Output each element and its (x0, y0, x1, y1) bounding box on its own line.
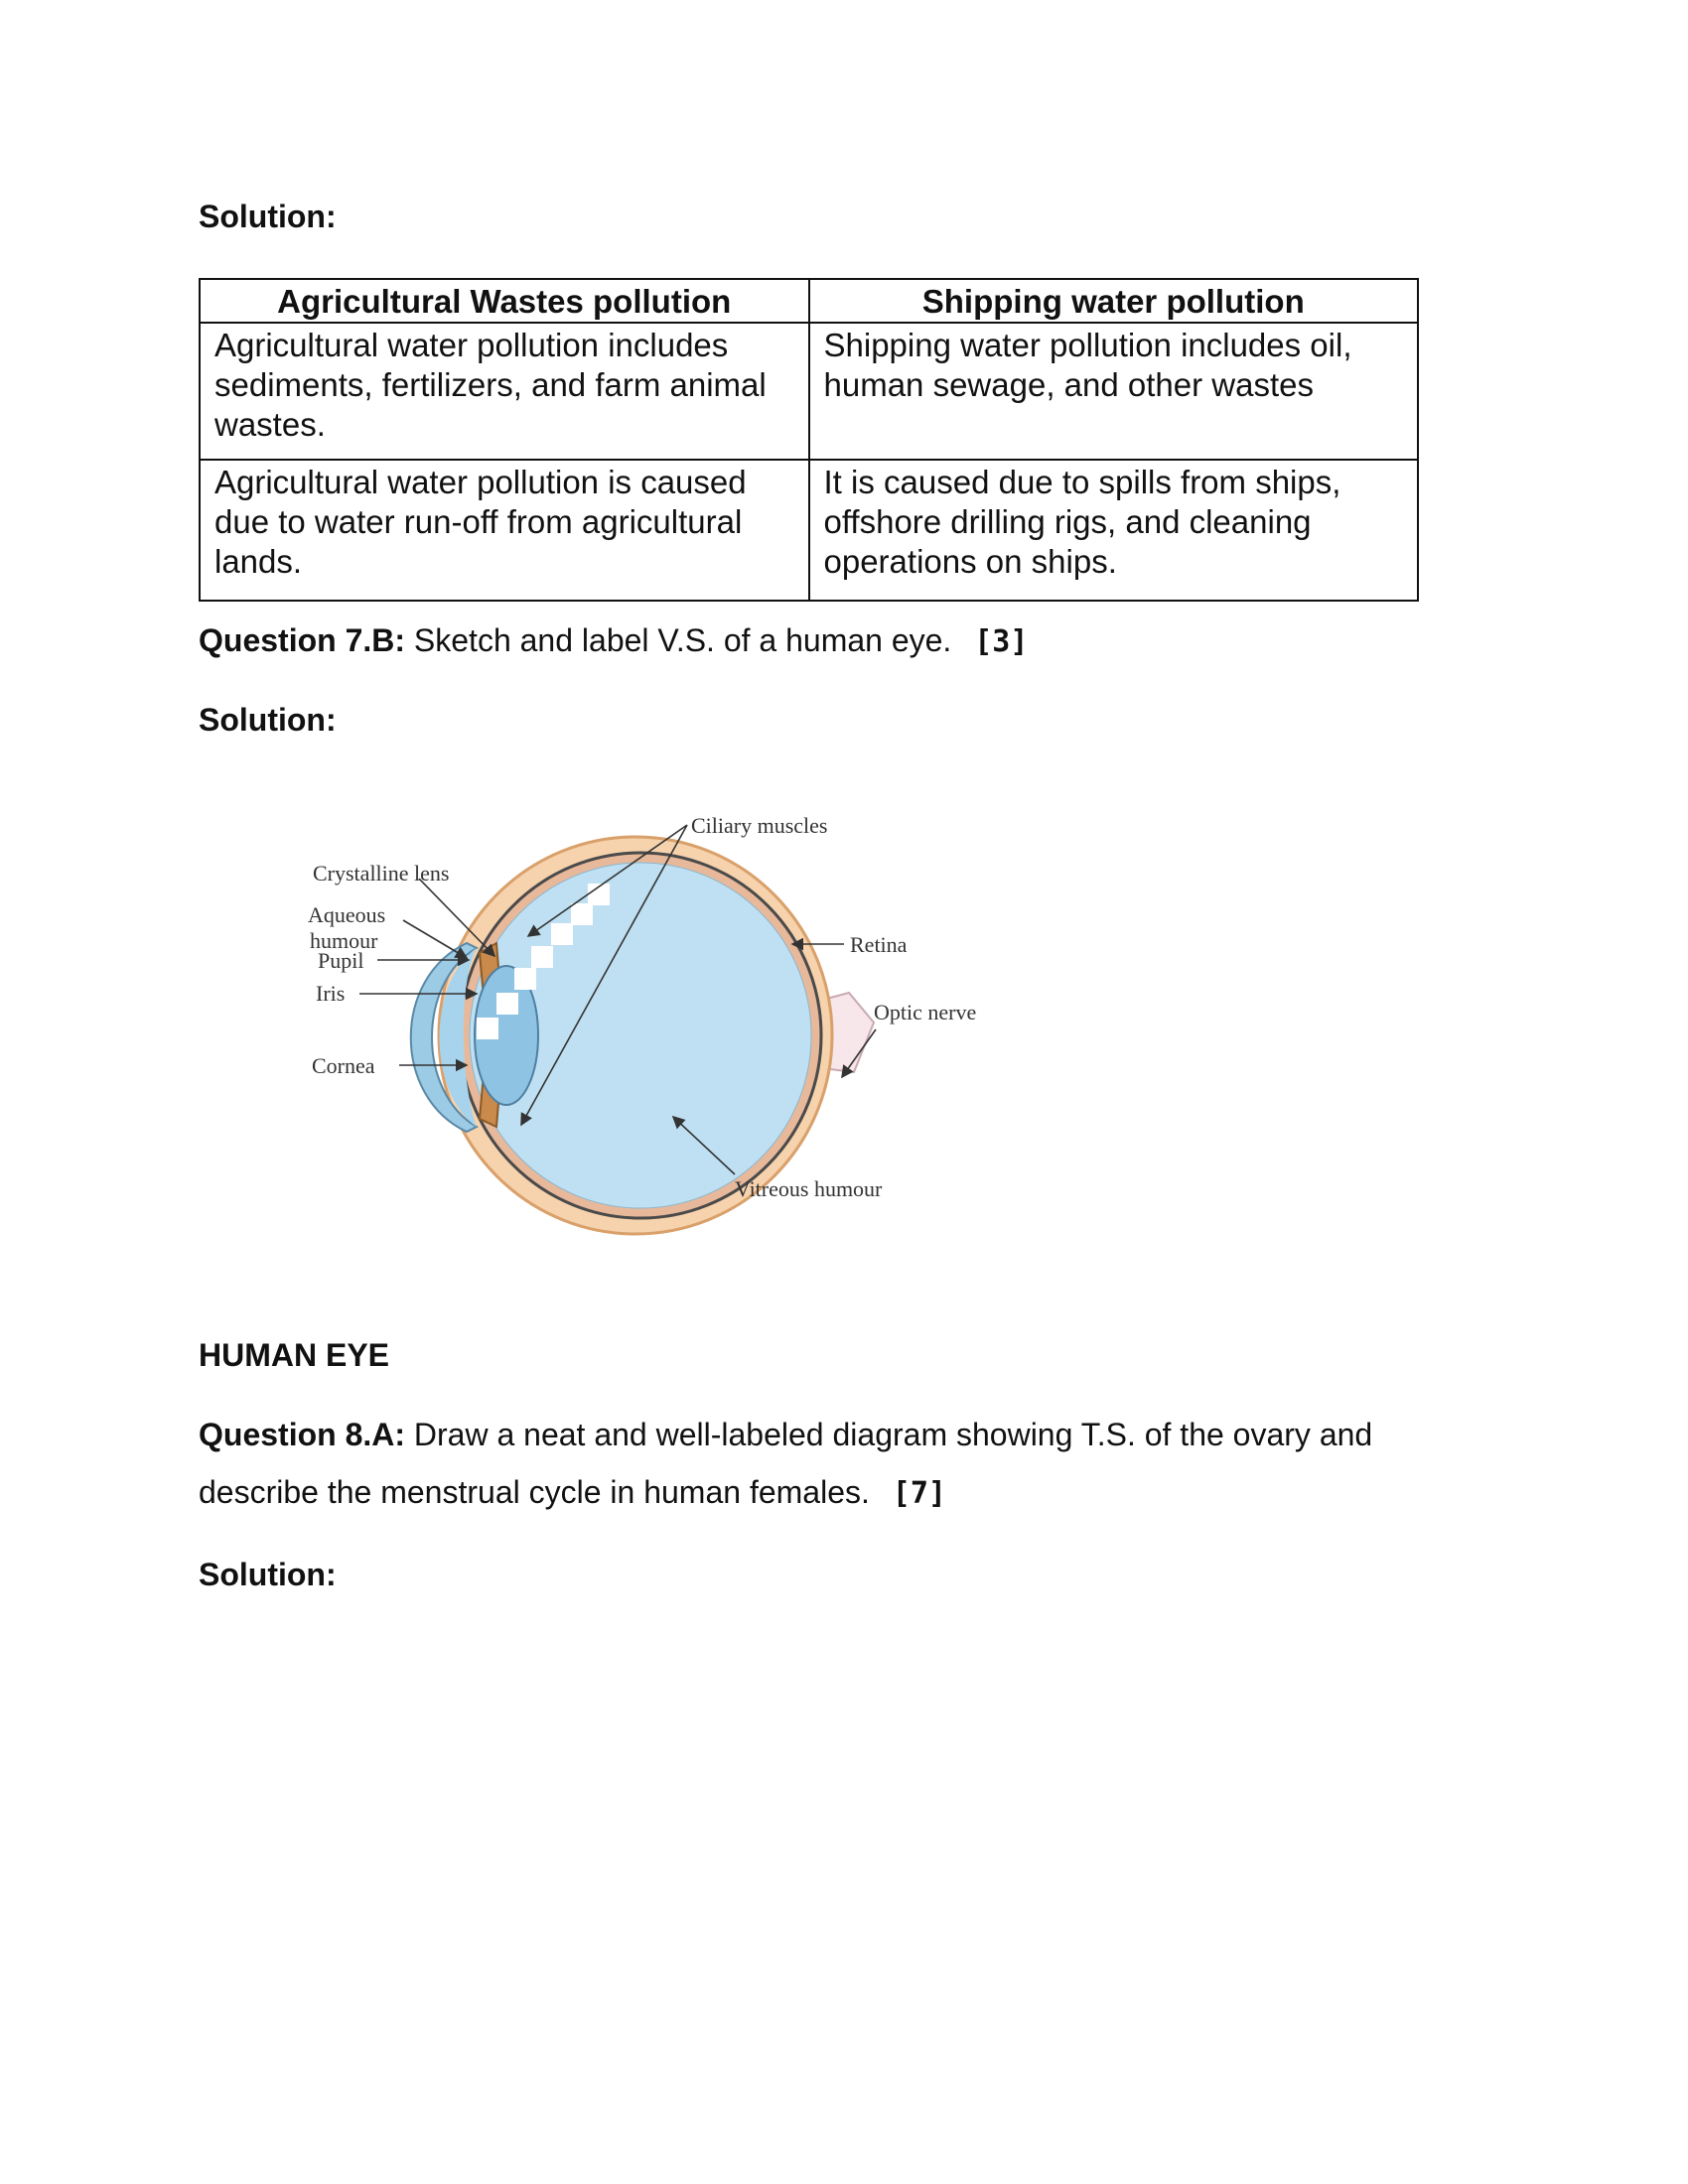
question-text: Draw a neat and well-labeled diagram showing T.S. of the ovary and describe the menstrual cycle in human females. (199, 1417, 1373, 1510)
eye-diagram-svg (298, 809, 1033, 1251)
section-heading: HUMAN EYE (199, 1337, 390, 1373)
question-8a (199, 1406, 1450, 1523)
solution-label: Solution: (199, 199, 337, 234)
label-aqueous-humour: humour (310, 928, 378, 953)
label-ciliary-muscles: Ciliary muscles (691, 813, 828, 838)
table-cell: It is caused due to spills from ships, offshore drilling rigs, and cleaning operations on ships. (809, 460, 1419, 601)
table-cell: Shipping water pollution includes oil, human sewage, and other wastes (809, 323, 1419, 460)
table-cell: Agricultural water pollution includes sediments, fertilizers, and farm animal wastes. (200, 323, 809, 460)
white-patch (531, 946, 553, 968)
table-header-row (200, 279, 1418, 323)
white-patch (514, 968, 536, 990)
question-label: Question 8.A: (199, 1417, 406, 1452)
label-aqueous-humour: Aqueous (308, 902, 386, 927)
comparison-table (199, 278, 1419, 602)
white-patch (496, 993, 518, 1015)
label-crystalline-lens: Crystalline lens (313, 861, 450, 886)
white-patch (477, 1018, 498, 1039)
label-optic-nerve: Optic nerve (874, 1000, 977, 1024)
label-pupil: Pupil (318, 948, 364, 973)
label-retina: Retina (850, 932, 908, 957)
white-patch (551, 923, 573, 945)
label-iris: Iris (316, 981, 346, 1006)
question-marks: [3] (974, 624, 1029, 659)
human-eye-diagram (298, 809, 1033, 1251)
label-cornea: Cornea (312, 1053, 375, 1078)
aqueous-leader-line (403, 920, 467, 958)
question-marks: [7] (892, 1476, 946, 1511)
question-7b (199, 612, 1450, 671)
solution-label: Solution: (199, 702, 337, 738)
white-patch (571, 903, 593, 925)
table-header-cell: Agricultural Wastes pollution (200, 279, 809, 323)
table-row (200, 323, 1418, 460)
label-vitreous-humour: Vitreous humour (735, 1176, 883, 1201)
table-header-cell: Shipping water pollution (809, 279, 1419, 323)
table-cell: Agricultural water pollution is caused due to water run-off from agricultural lands. (200, 460, 809, 601)
question-text: Sketch and label V.S. of a human eye. (413, 622, 952, 658)
question-label: Question 7.B: (199, 622, 406, 658)
solution-label: Solution: (199, 1557, 337, 1592)
table-row (200, 460, 1418, 601)
